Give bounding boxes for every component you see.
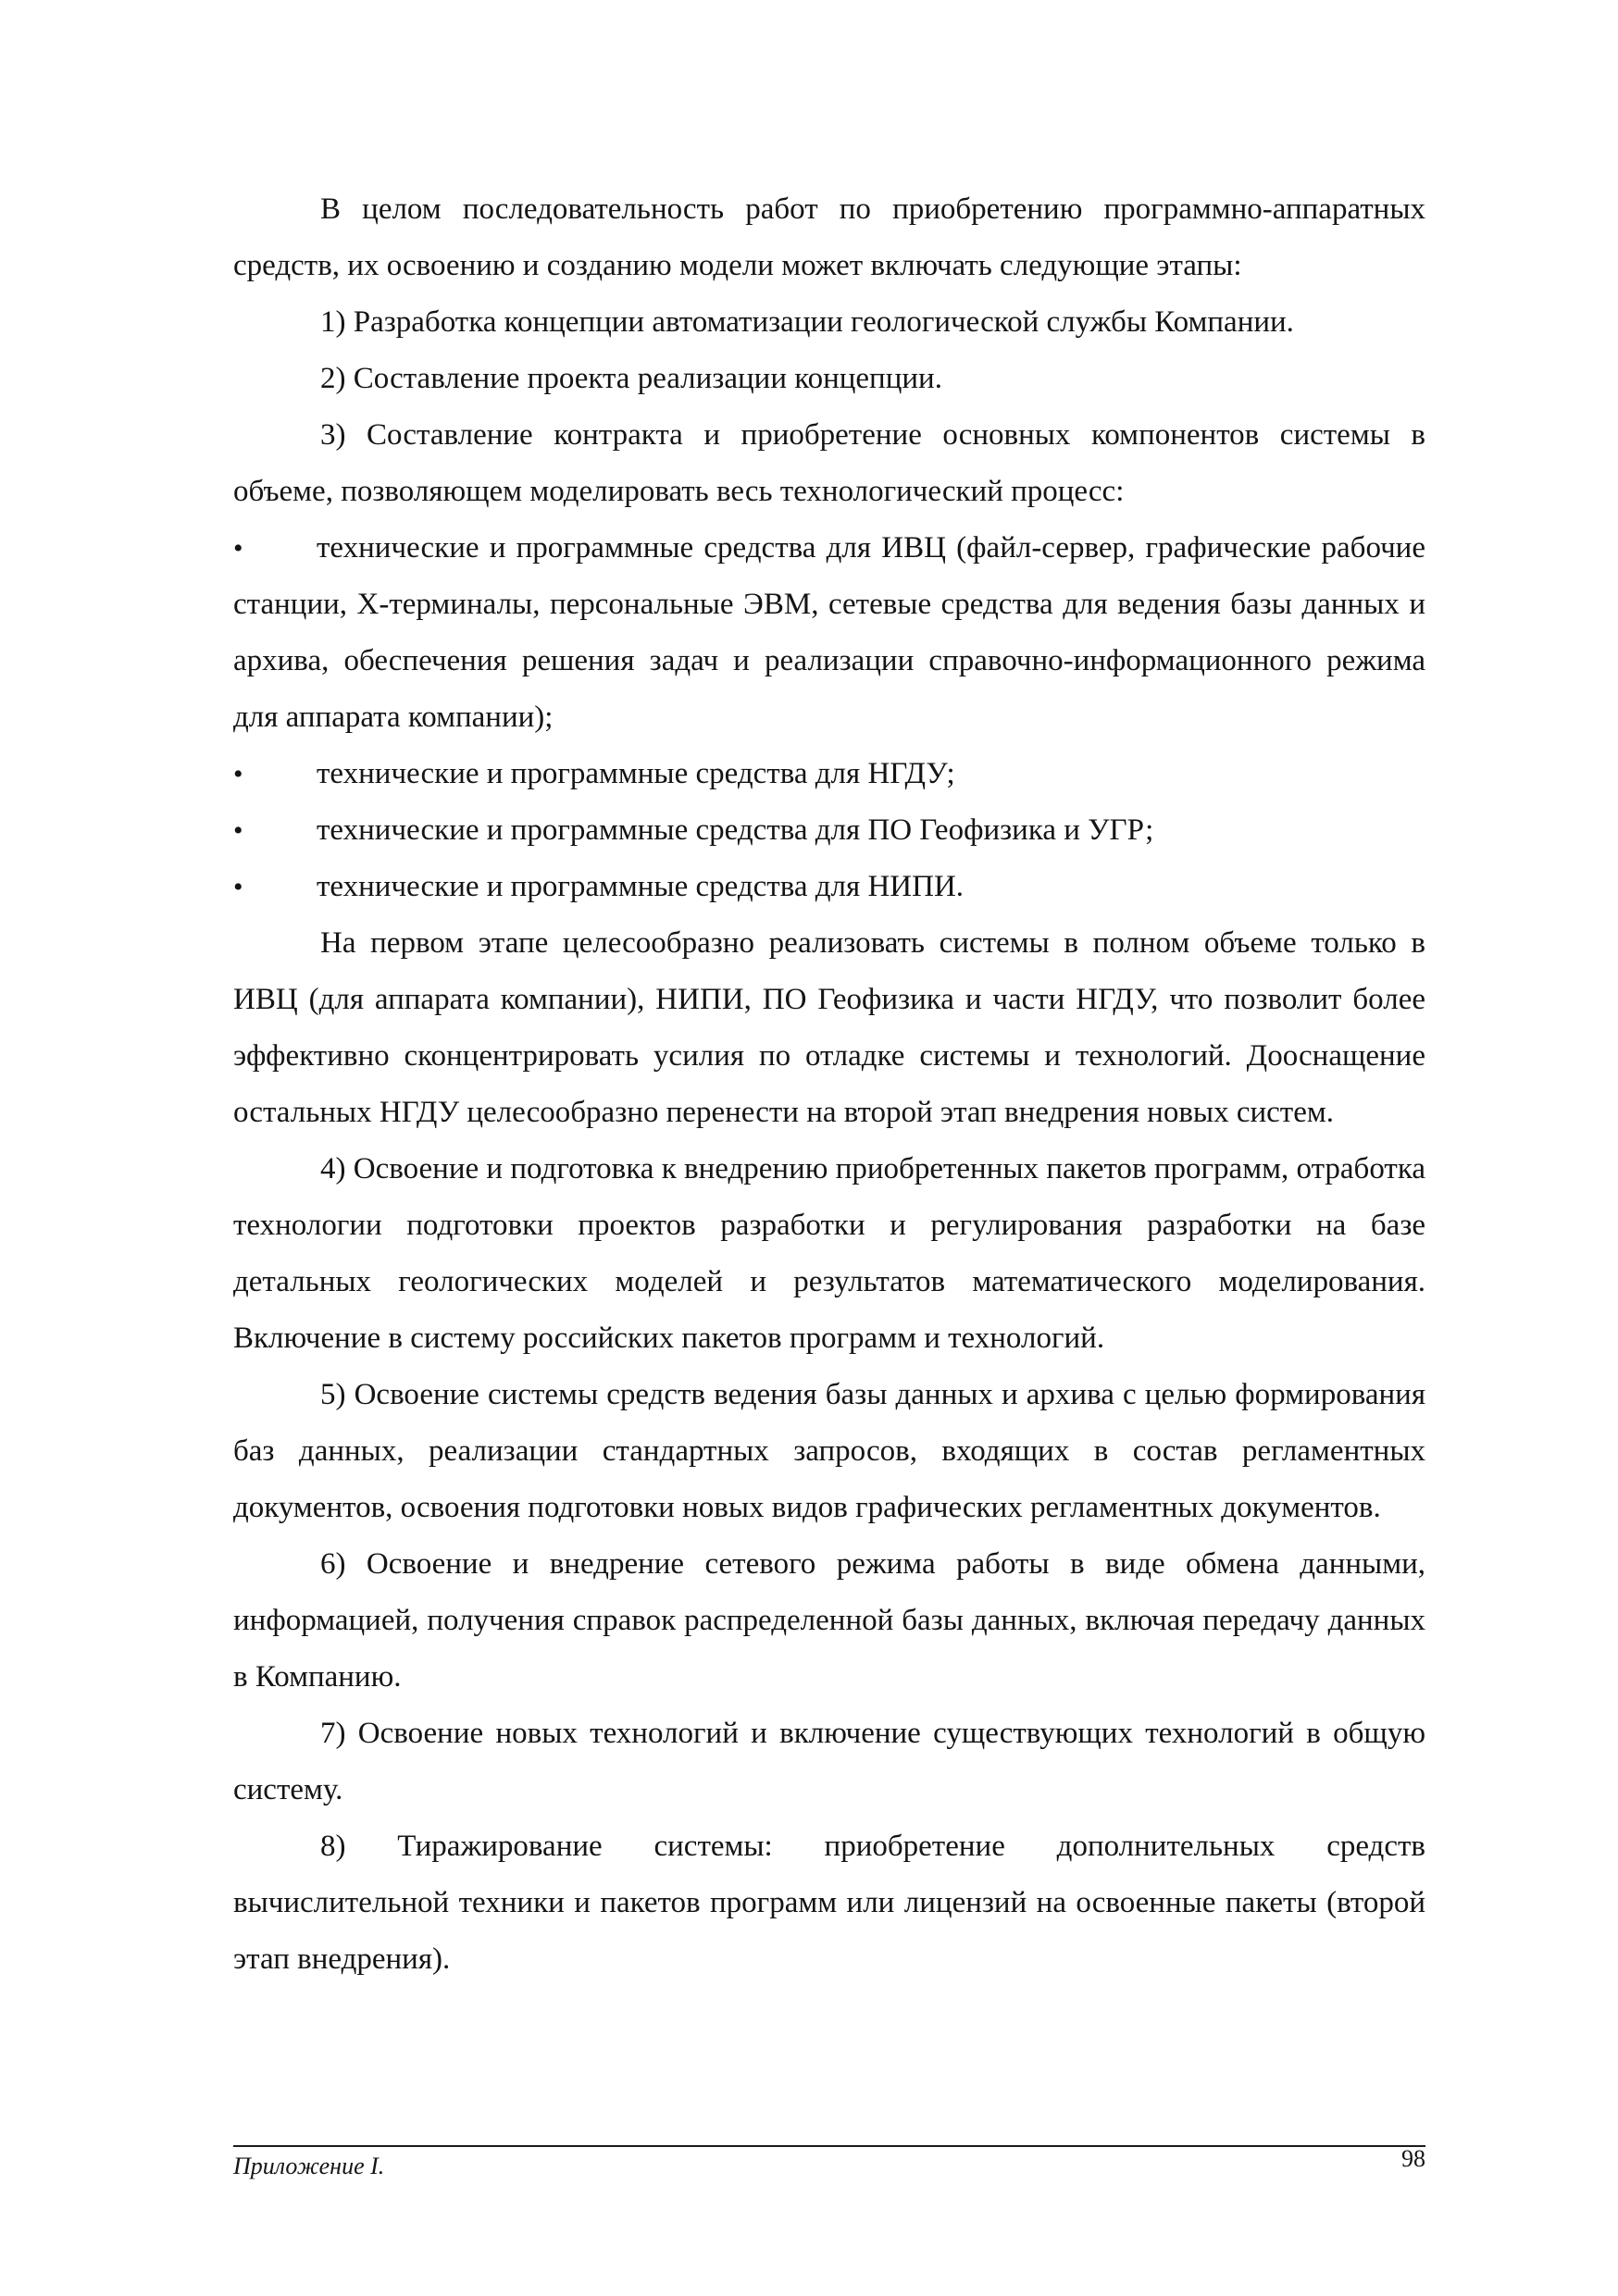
paragraph-first-stage: На первом этапе целесообразно реализовать системы в полном объеме только в ИВЦ (для аппарата компании), НИПИ, ПО Геофизика и части НГДУ, что позволит более эффективно сконцентрировать усилия по отладке системы и технологий. Дооснащение остальных НГДУ целесообразно перенести на второй этап внедрения новых систем. [233, 926, 1425, 1129]
paragraph-step-3: 3) Составление контракта и приобретение основных компонентов системы в объеме, позволяющем моделировать весь технологический процесс: [233, 418, 1425, 508]
paragraph-step-4: 4) Освоение и подготовка к внедрению приобретенных пакетов программ, отработка технологии подготовки проектов разработки и регулирования разработки на базе детальных геологических моделей и результатов математического моделирования. Включение в систему российских пакетов программ и технологий. [233, 1152, 1425, 1355]
bullet-text: технические и программные средства для НГДУ; [317, 757, 955, 790]
bullet-item-ivc [233, 520, 1425, 746]
bullet-item-geofizika [233, 802, 1425, 859]
paragraph-step-5: 5) Освоение системы средств ведения базы данных и архива с целью формирования баз данных, реализации стандартных запросов, входящих в состав регламентных документов, освоения подготовки новых видов графических регламентных документов. [233, 1378, 1425, 1524]
paragraph-step-7: 7) Освоение новых технологий и включение существующих технологий в общую систему. [233, 1717, 1425, 1806]
bullet-marker: • [233, 533, 243, 564]
bullet-marker: • [233, 815, 243, 846]
paragraph-intro: В целом последовательность работ по приобретению программно-аппаратных средств, их освоению и созданию модели может включать следующие этапы: [233, 192, 1425, 282]
paragraph-step-2: 2) Составление проекта реализации концепции. [320, 362, 942, 395]
bullet-item-ngdu [233, 746, 1425, 802]
paragraph-step-1: 1) Разработка концепции автоматизации геологической службы Компании. [320, 305, 1294, 339]
footer-appendix-label: Приложение I. [233, 2153, 385, 2179]
bullet-marker: • [233, 759, 243, 789]
paragraph-step-6: 6) Освоение и внедрение сетевого режима работы в виде обмена данными, информацией, получения справок распределенной базы данных, включая передачу данных в Компанию. [233, 1547, 1425, 1694]
page-body [233, 181, 1425, 1988]
footer-divider [233, 2145, 1425, 2147]
bullet-item-nipi [233, 859, 1425, 915]
page-number: 98 [1401, 2145, 1425, 2172]
bullet-text: технические и программные средства для ИВЦ (файл-сервер, графические рабочие станции, Х-терминалы, персональные ЭВМ, сетевые средства для ведения базы данных и архива, обеспечения решения задач и реализации справочно-информационного режима для аппарата компании); [233, 531, 1425, 734]
bullet-text: технические и программные средства для НИПИ. [317, 870, 965, 903]
bullet-marker: • [233, 872, 243, 902]
bullet-text: технические и программные средства для ПО Геофизика и УГР; [317, 813, 1154, 847]
paragraph-step-8: 8) Тиражирование системы: приобретение дополнительных средств вычислительной техники и пакетов программ или лицензий на освоенные пакеты (второй этап внедрения). [233, 1830, 1425, 1976]
